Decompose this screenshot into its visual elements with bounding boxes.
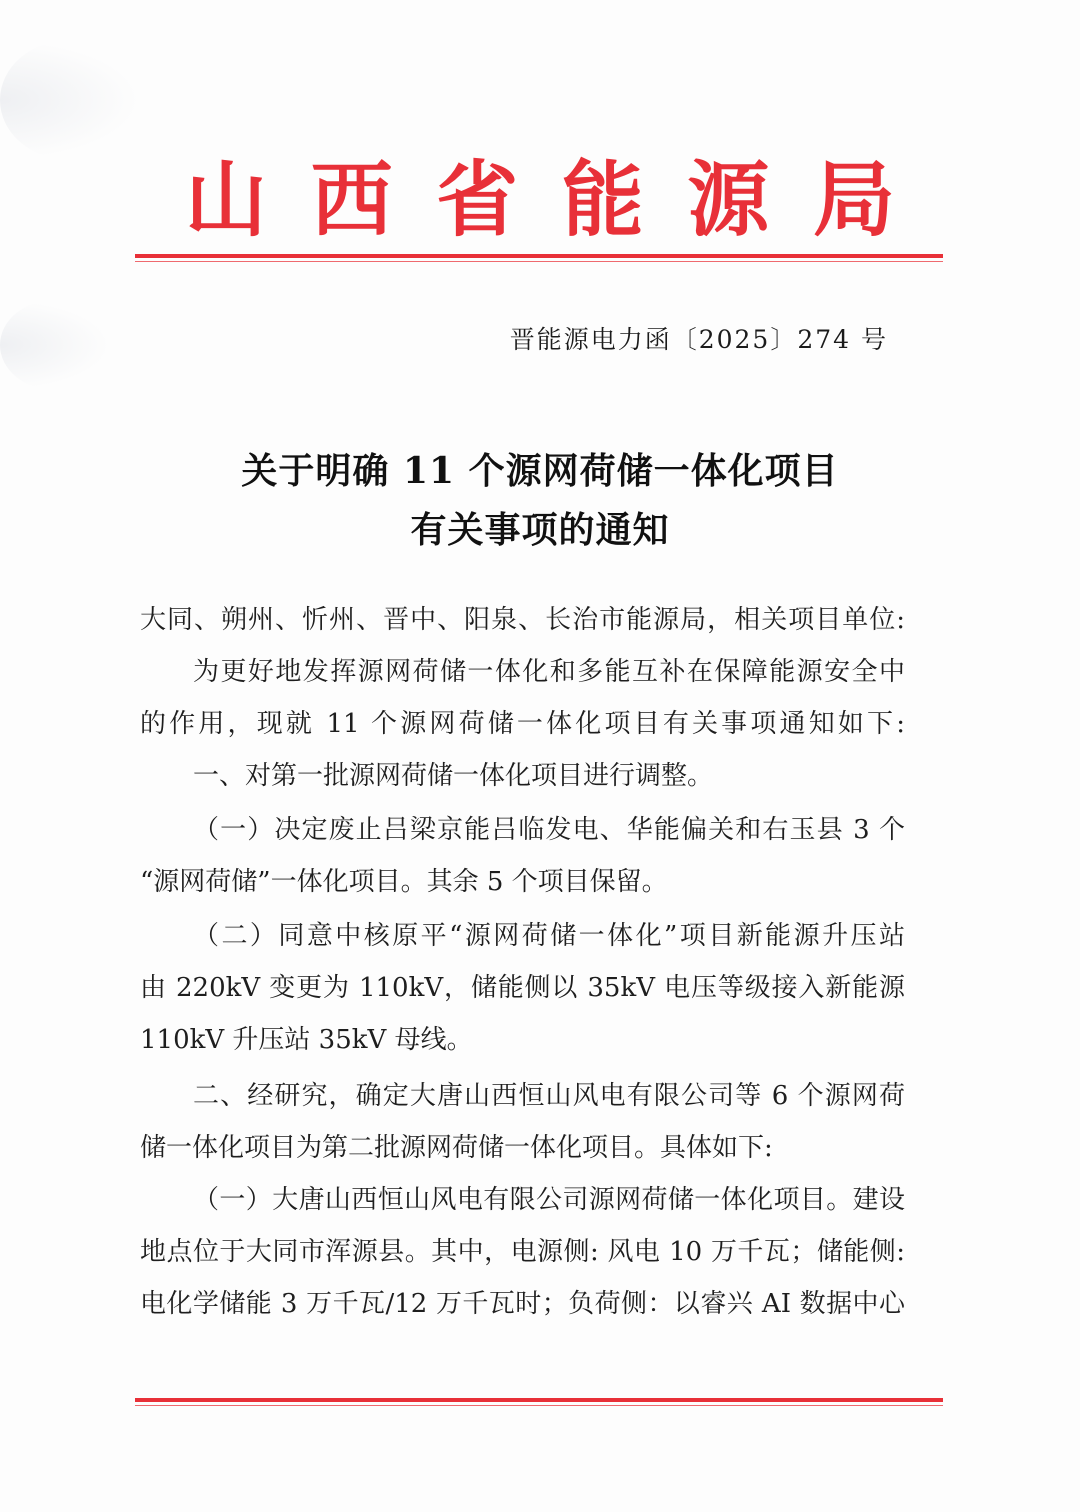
letterhead-divider-thin xyxy=(135,261,943,262)
letterhead-char: 山 xyxy=(185,151,268,248)
letterhead-char: 局 xyxy=(812,151,895,248)
addressee-line: 大同、朔州、忻州、晋中、阳泉、长治市能源局，相关项目单位: xyxy=(140,605,905,635)
body-line: 的作用，现就 11 个源网荷储一体化项目有关事项通知如下: xyxy=(140,709,905,739)
document-title-line-1: 关于明确 11 个源网荷储一体化项目 xyxy=(241,450,839,492)
body-line: 电化学储能 3 万千瓦/12 万千瓦时；负荷侧：以睿兴 AI 数据中心 xyxy=(140,1289,905,1319)
footer-divider xyxy=(135,1398,943,1402)
body-line: 为更好地发挥源网荷储一体化和多能互补在保障能源安全中 xyxy=(193,657,905,687)
letterhead-char: 西 xyxy=(310,151,393,248)
body-line: 地点位于大同市浑源县。其中，电源侧: 风电 10 万千瓦；储能侧: xyxy=(140,1237,905,1267)
body-line: “源网荷储”一体化项目。其余 5 个项目保留。 xyxy=(140,867,668,897)
letterhead-agency-name xyxy=(135,138,945,248)
footer-divider-thin xyxy=(135,1405,943,1406)
body-line: 储一体化项目为第二批源网荷储一体化项目。具体如下: xyxy=(140,1133,773,1163)
document-title-line-2: 有关事项的通知 xyxy=(410,509,670,551)
body-line: （一）决定废止吕梁京能吕临发电、华能偏关和右玉县 3 个 xyxy=(193,815,905,845)
body-line: 110kV 升压站 35kV 母线。 xyxy=(140,1025,473,1055)
body-line: （一）大唐山西恒山风电有限公司源网荷储一体化项目。建设 xyxy=(193,1185,905,1215)
section-heading: 一、对第一批源网荷储一体化项目进行调整。 xyxy=(193,761,714,791)
document-number: 晋能源电力函〔2025〕274 号 xyxy=(509,325,888,354)
body-line: （二）同意中核原平“源网荷储一体化”项目新能源升压站 xyxy=(193,921,905,951)
scan-smudge xyxy=(0,300,110,390)
scan-smudge xyxy=(0,40,140,160)
letterhead-char: 省 xyxy=(436,151,519,248)
letterhead-char: 能 xyxy=(561,151,644,248)
body-line: 由 220kV 变更为 110kV，储能侧以 35kV 电压等级接入新能源 xyxy=(140,973,905,1003)
letterhead-divider xyxy=(135,254,943,258)
letterhead-char: 源 xyxy=(687,151,770,248)
section-heading: 二、经研究，确定大唐山西恒山风电有限公司等 6 个源网荷 xyxy=(193,1081,905,1111)
